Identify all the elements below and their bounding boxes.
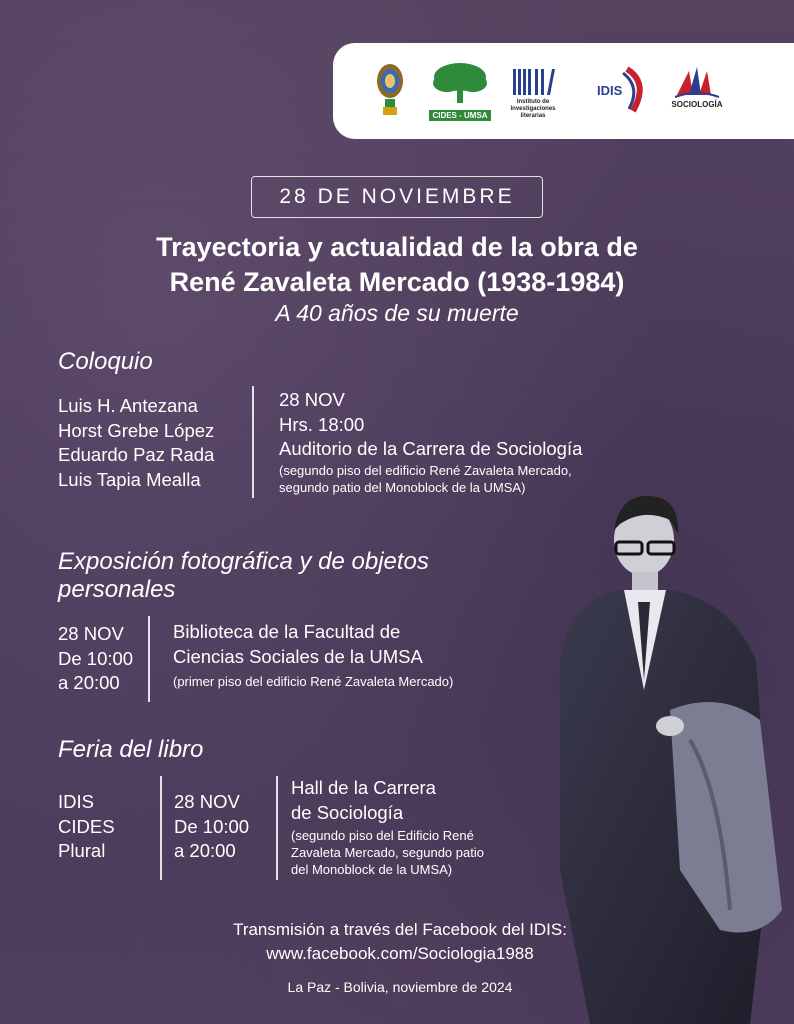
- coloquio-speakers: [58, 394, 214, 492]
- feria-venue: [291, 776, 484, 878]
- speaker: Luis Tapia Mealla: [58, 468, 201, 490]
- iil-logo: [505, 67, 561, 119]
- iil-logo-label: Instituto de Investigaciones literarias: [510, 99, 556, 119]
- speaker: Eduardo Paz Rada: [58, 444, 215, 465]
- feria-publishers: [58, 790, 115, 864]
- books-icon: [505, 67, 561, 97]
- publisher: IDIS: [58, 791, 94, 812]
- exposicion-heading-line2: personales: [58, 576, 176, 603]
- stream-url[interactable]: www.facebook.com/Sociologia1988: [266, 944, 534, 963]
- feria-venue-line: de Sociología: [291, 801, 404, 823]
- publisher: Plural: [58, 840, 106, 861]
- coloquio-divider: [252, 386, 254, 498]
- stream-label: Transmisión a través del Facebook del IDIS:: [233, 920, 567, 939]
- publisher: CIDES: [58, 815, 115, 837]
- feria-schedule: [174, 790, 249, 864]
- place-date: La Paz - Bolivia, noviembre de 2024: [287, 979, 513, 995]
- logo-bar: [333, 43, 794, 139]
- exposicion-schedule: [58, 622, 133, 696]
- exposicion-venue-note: (primer piso del edificio René Zavaleta Mercado): [173, 674, 454, 689]
- coloquio-heading: Coloquio: [58, 348, 153, 375]
- idis-logo-label: IDIS: [597, 83, 623, 98]
- exposicion-heading-line1: Exposición fotográfica y de objetos: [58, 548, 429, 575]
- feria-venue-note: del Monoblock de la UMSA): [291, 862, 453, 877]
- event-date-box: 28 DE NOVIEMBRE: [251, 176, 543, 218]
- exposicion-date: 28 NOV: [58, 623, 124, 644]
- exposicion-venue-line: Biblioteca de la Facultad de: [173, 621, 401, 642]
- exposicion-time: De 10:00: [58, 647, 134, 669]
- feria-time: De 10:00: [174, 815, 250, 837]
- coloquio-venue: Auditorio de la Carrera de Sociología: [279, 438, 583, 459]
- event-title-line2: René Zavaleta Mercado (1938-1984): [169, 267, 625, 297]
- feria-venue-note: Zavaleta Mercado, segundo patio: [291, 845, 484, 860]
- coloquio-date: 28 NOV: [279, 389, 345, 410]
- exposicion-divider: [148, 616, 150, 702]
- cides-umsa-logo: [429, 61, 491, 119]
- idis-logo: [597, 65, 653, 117]
- speaker: Horst Grebe López: [58, 419, 215, 441]
- speaker: Luis H. Antezana: [58, 395, 198, 416]
- cides-logo-label: CIDES - UMSA: [429, 110, 491, 121]
- exposicion-time: a 20:00: [58, 672, 120, 693]
- sociologia-logo: [669, 65, 725, 117]
- coloquio-time: Hrs. 18:00: [279, 413, 365, 435]
- feria-heading: Feria del libro: [58, 736, 204, 763]
- exposicion-venue-line: Ciencias Sociales de la UMSA: [173, 645, 423, 667]
- umsa-seal-logo: [375, 61, 405, 121]
- sociologia-logo-label: SOCIOLOGÍA: [671, 100, 723, 109]
- book-fan-icon: [669, 65, 725, 101]
- event-subtitle: A 40 años de su muerte: [275, 300, 519, 326]
- feria-venue-note: (segundo piso del Edificio René: [291, 828, 474, 843]
- feria-divider-1: [160, 776, 162, 880]
- event-title-line1: Trayectoria y actualidad de la obra de: [156, 232, 638, 262]
- coloquio-venue-note: (segundo piso del edificio René Zavaleta Mercado,: [279, 462, 572, 478]
- exposicion-venue: [173, 620, 453, 690]
- feria-venue-line: Hall de la Carrera: [291, 777, 436, 798]
- feria-date: 28 NOV: [174, 791, 240, 812]
- coloquio-details: [279, 388, 582, 496]
- feria-divider-2: [276, 776, 278, 880]
- tree-icon: [429, 61, 491, 105]
- feria-time: a 20:00: [174, 840, 236, 861]
- coloquio-venue-note: segundo patio del Monoblock de la UMSA): [279, 479, 526, 495]
